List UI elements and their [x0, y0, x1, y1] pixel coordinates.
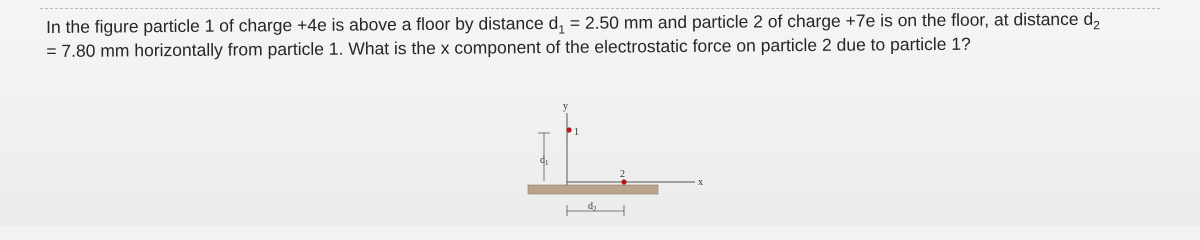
d2-subscript: 2: [1093, 18, 1100, 33]
question-part-1: In the figure particle 1 of charge +4e is above a floor by distance d: [46, 12, 559, 37]
x-axis-label: x: [698, 177, 703, 188]
d1-subscript: 1: [558, 22, 566, 37]
particle-1: [566, 127, 571, 132]
particle-2: [621, 179, 626, 184]
floor: [528, 185, 658, 194]
d2-label: $d_2$: [588, 201, 597, 213]
particle-2-label: 2: [620, 169, 625, 180]
y-axis-label: y: [563, 101, 568, 112]
question-part-3: = 7.80 mm horizontally from particle 1. What is the x component of the electrostatic force on particle 2 due to particle 1?: [46, 33, 971, 61]
particle-1-label: 1: [574, 127, 579, 138]
question-part-2: = 2.50 mm and particle 2 of charge +7e is on the floor, at distance d: [564, 8, 1094, 33]
charge-figure: [520, 95, 720, 226]
figure-svg: [520, 95, 720, 226]
question-text: [46, 6, 1156, 63]
d1-label: $d_1$: [540, 155, 549, 167]
